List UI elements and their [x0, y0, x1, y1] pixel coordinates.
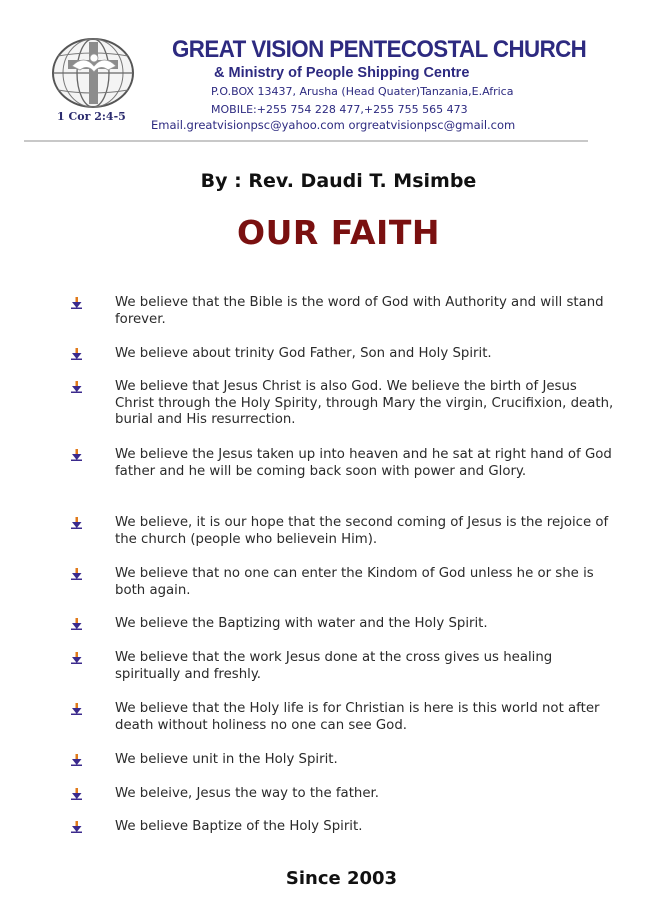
- faith-statement: We believe, it is our hope that the second coming of Jesus is the rejoice of the church (people who believein Him).: [115, 515, 609, 547]
- arrow-down-bullet-icon: [70, 702, 84, 716]
- arrow-down-bullet-icon: [70, 567, 84, 581]
- arrow-down-bullet-icon: [70, 516, 84, 530]
- arrow-down-bullet-icon: [70, 296, 84, 310]
- footer-since: Since 2003: [285, 868, 398, 889]
- faith-statement: We believe that the work Jesus done at the cross gives us healing spiritually and freshly.: [115, 650, 553, 682]
- faith-statement: We believe that Jesus Christ is also God. We believe the birth of Jesus Christ through the Holy Spirity, through Mary the virgin, Crucifixion, death, burial and His resurrection.: [115, 379, 614, 428]
- email-addresses: Email.greatvisionpsc@yahoo.com orgreatvisionpsc@gmail.com: [151, 118, 516, 132]
- arrow-down-bullet-icon: [70, 820, 84, 834]
- arrow-down-bullet-icon: [70, 347, 84, 361]
- arrow-down-bullet-icon: [70, 753, 84, 767]
- arrow-down-bullet-icon: [70, 787, 84, 801]
- logo-verse: 1 Cor 2:4-5: [57, 110, 126, 123]
- arrow-down-bullet-icon: [70, 380, 84, 394]
- arrow-down-bullet-icon: [70, 448, 84, 462]
- mobile-numbers: MOBILE:+255 754 228 477,+255 755 565 473: [211, 103, 468, 116]
- faith-statement: We believe that the Bible is the word of God with Authority and will stand forever.: [115, 295, 604, 327]
- faith-statement: We believe Baptize of the Holy Spirit.: [115, 819, 363, 834]
- faith-statement: We believe the Jesus taken up into heaven and he sat at right hand of God father and he will be coming back soon with power and Glory.: [115, 447, 612, 479]
- page-title: OUR FAITH: [237, 213, 440, 252]
- faith-statement: We believe about trinity God Father, Son and Holy Spirit.: [115, 346, 492, 361]
- globe-with-dove-and-cross-icon: [50, 36, 136, 110]
- postal-address: P.O.BOX 13437, Arusha (Head Quater)Tanzania,E.Africa: [211, 85, 514, 98]
- arrow-down-bullet-icon: [70, 651, 84, 665]
- faith-statement: We believe unit in the Holy Spirit.: [115, 752, 338, 767]
- faith-statement: We believe the Baptizing with water and the Holy Spirit.: [115, 616, 488, 631]
- faith-statement: We believe that the Holy life is for Christian is here is this world not after death without holiness no one can see God.: [115, 701, 600, 733]
- letterhead: [24, 30, 588, 142]
- church-name: GREAT VISION PENTECOSTAL CHURCH: [172, 36, 587, 63]
- faith-statement: We beleive, Jesus the way to the father.: [115, 786, 379, 801]
- author-line: By : Rev. Daudi T. Msimbe: [200, 170, 477, 192]
- ministry-subtitle: & Ministry of People Shipping Centre: [214, 65, 470, 81]
- arrow-down-bullet-icon: [70, 617, 84, 631]
- faith-statement: We believe that no one can enter the Kindom of God unless he or she is both again.: [115, 566, 594, 598]
